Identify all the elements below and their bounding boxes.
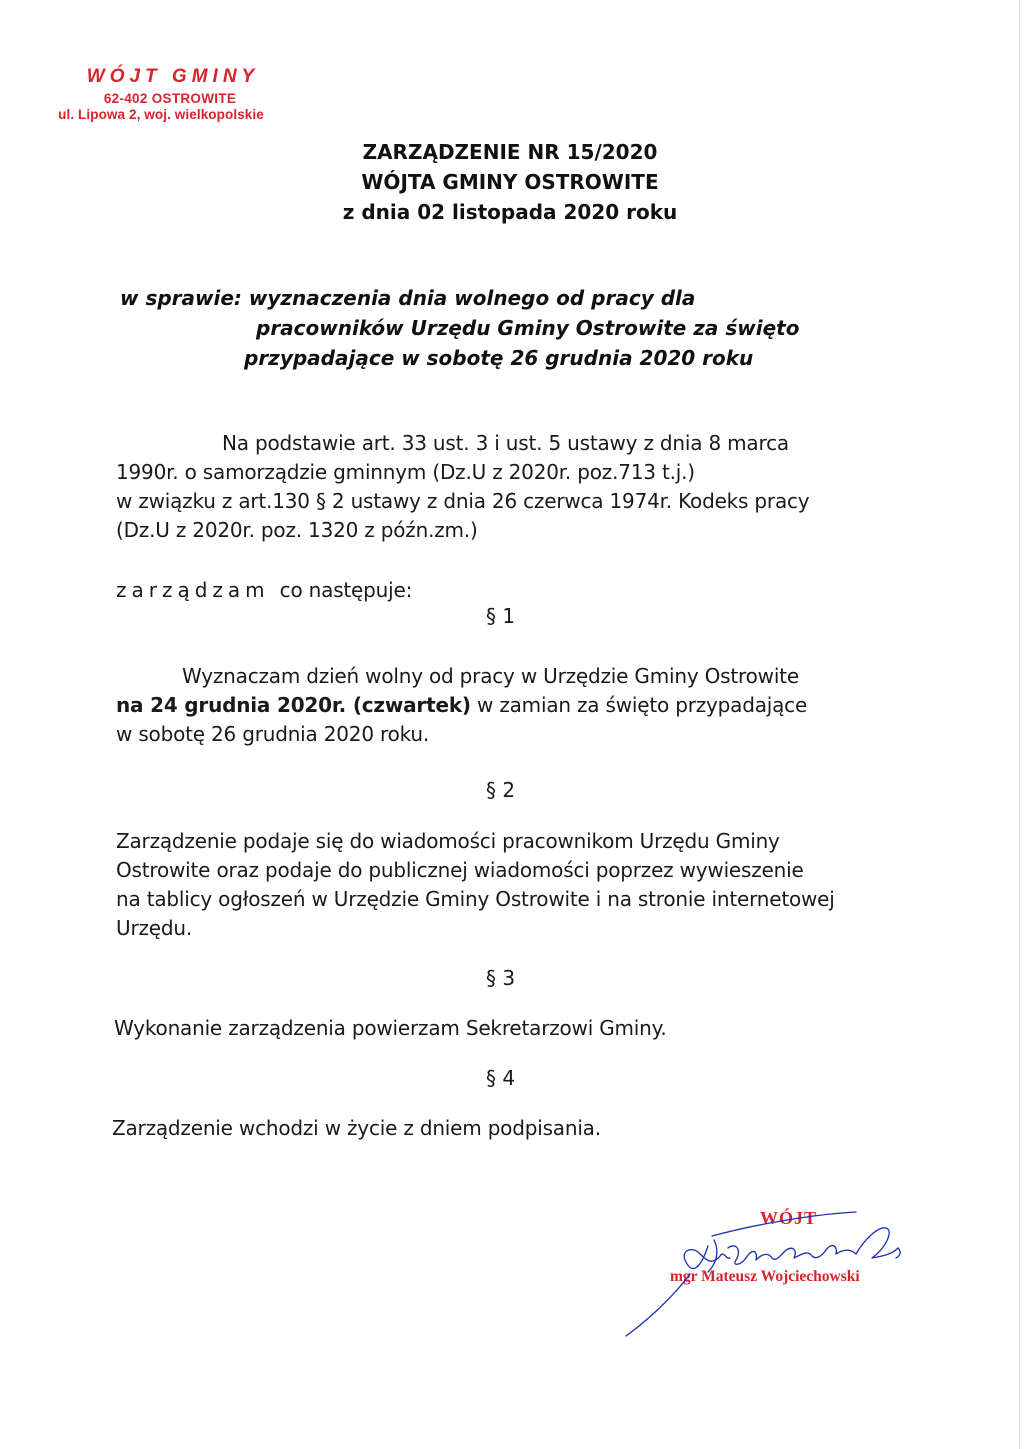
signature-name: mgr Mateusz Wojciechowski bbox=[670, 1268, 860, 1285]
section-2-line-1: Zarządzenie podaje się do wiadomości pracownikom Urzędu Gminy bbox=[116, 829, 780, 853]
section-2-sign: § 2 bbox=[486, 778, 516, 802]
section-2-line-2: Ostrowite oraz podaje do publicznej wiadomości poprzez wywieszenie bbox=[116, 858, 804, 882]
basis-line-4: (Dz.U z 2020r. poz. 1320 z późn.zm.) bbox=[116, 518, 478, 542]
section-4-text bbox=[112, 1114, 902, 1143]
section-2-line-3: na tablicy ogłoszeń w Urzędzie Gminy Ostrowite i na stronie internetowej bbox=[116, 887, 835, 911]
subject-line-1: w sprawie: wyznaczenia dnia wolnego od pracy dla bbox=[120, 286, 696, 310]
page-edge bbox=[1019, 0, 1020, 1449]
basis-line-1: Na podstawie art. 33 ust. 3 i ust. 5 ustawy z dnia 8 marca bbox=[222, 431, 789, 455]
heading-date: z dnia 02 listopada 2020 roku bbox=[342, 200, 678, 224]
signature-title: WÓJT bbox=[760, 1208, 818, 1228]
section-2-line-4: Urzędu. bbox=[116, 916, 192, 940]
section-1-line-2-rest: w zamian za święto przypadające bbox=[470, 693, 808, 717]
document-heading bbox=[260, 137, 760, 227]
section-1-line-3: w sobotę 26 grudnia 2020 roku. bbox=[116, 722, 430, 746]
stamp-title: WÓJT GMINY bbox=[86, 66, 260, 87]
section-4-sign: § 4 bbox=[486, 1066, 516, 1090]
subject-line-2: pracowników Urzędu Gminy Ostrowite za święto bbox=[256, 316, 800, 340]
section-3-text bbox=[114, 1014, 904, 1043]
section-1-line-2 bbox=[116, 691, 906, 720]
order-rest: co następuje: bbox=[279, 578, 413, 602]
section-3-line-1: Wykonanie zarządzenia powierzam Sekretarzowi Gminy. bbox=[114, 1016, 667, 1040]
section-4-line-1: Zarządzenie wchodzi w życie z dniem podpisania. bbox=[112, 1116, 601, 1140]
section-1-sign: § 1 bbox=[486, 604, 516, 628]
legal-basis bbox=[116, 429, 896, 545]
heading-number: ZARZĄDZENIE NR 15/2020 bbox=[362, 140, 658, 164]
handwritten-signature bbox=[616, 1200, 916, 1340]
section-1-text bbox=[116, 662, 906, 749]
section-2-text bbox=[116, 827, 906, 943]
section-3-sign: § 3 bbox=[486, 966, 516, 990]
stamp-postal: 62-402 OSTROWITE bbox=[103, 91, 237, 106]
heading-authority: WÓJTA GMINY OSTROWITE bbox=[361, 170, 659, 194]
document-subject bbox=[120, 283, 840, 373]
section-1-line-1: Wyznaczam dzień wolny od pracy w Urzędzie Gminy Ostrowite bbox=[182, 664, 799, 688]
signature-block bbox=[616, 1200, 916, 1340]
order-clause bbox=[116, 576, 816, 605]
basis-line-3: w związku z art.130 § 2 ustawy z dnia 26 czerwca 1974r. Kodeks pracy bbox=[116, 489, 810, 513]
office-stamp bbox=[36, 66, 286, 122]
order-keyword: zarządzam bbox=[116, 578, 270, 602]
subject-line-3: przypadające w sobotę 26 grudnia 2020 roku bbox=[244, 346, 754, 370]
basis-line-2: 1990r. o samorządzie gminnym (Dz.U z 2020r. poz.713 t.j.) bbox=[116, 460, 695, 484]
section-1-date-bold: na 24 grudnia 2020r. (czwartek) bbox=[116, 693, 471, 717]
stamp-address: ul. Lipowa 2, woj. wielkopolskie bbox=[58, 107, 264, 122]
